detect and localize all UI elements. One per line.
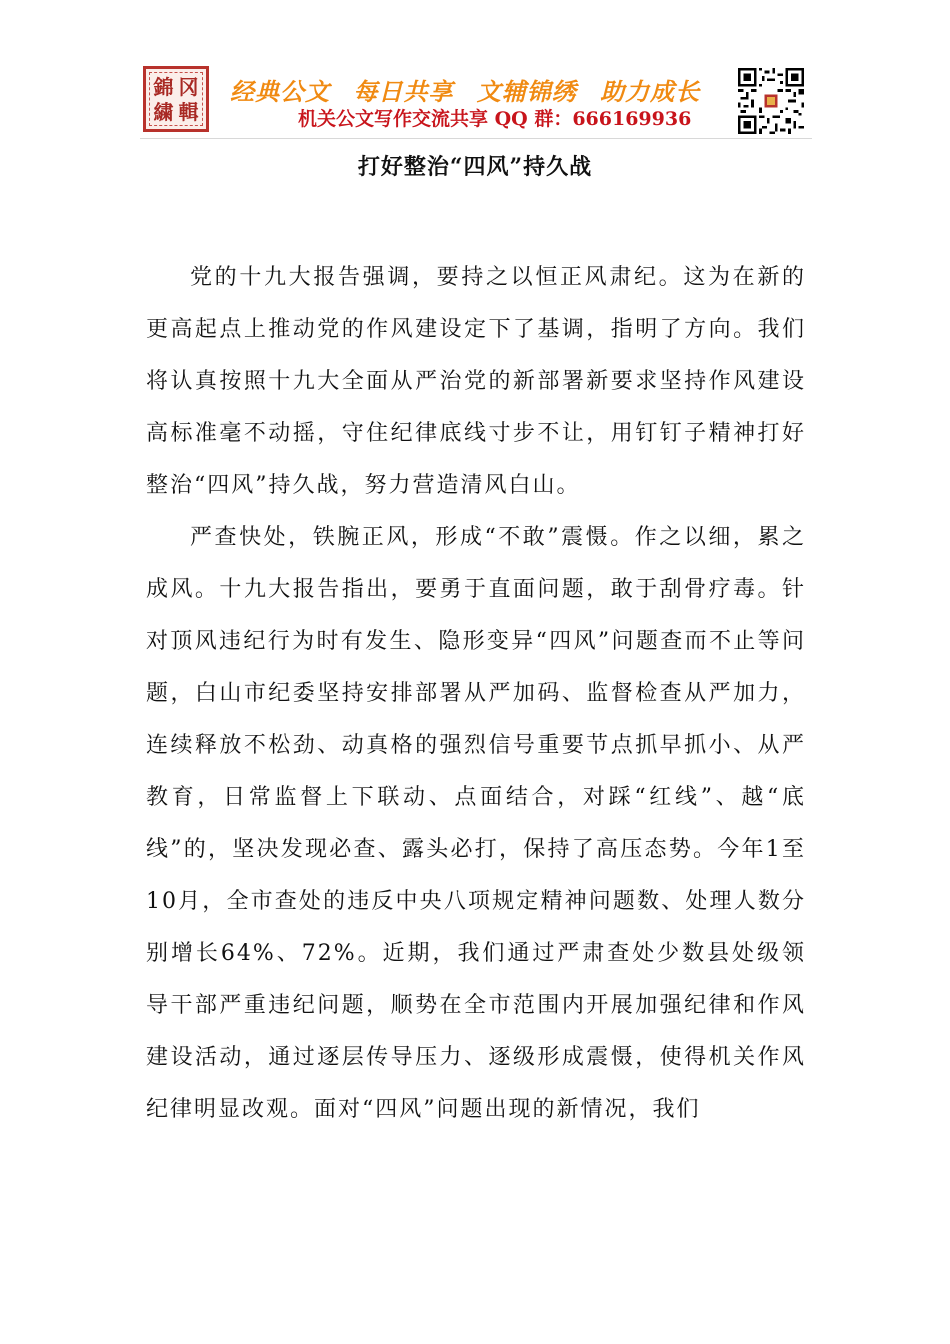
article-title: 打好整治“四风”持久战 <box>357 154 593 180</box>
slogan <box>230 72 730 107</box>
logo-char: 繍 <box>153 99 174 124</box>
logo-char: 冈 <box>178 74 199 99</box>
article-body <box>146 252 806 1136</box>
slogan-part: 助力成长 <box>600 78 701 106</box>
header-divider <box>140 138 812 139</box>
header-banner <box>140 66 812 136</box>
slogan-part: 每日共享 <box>353 78 454 106</box>
slogan-part: 经典公文 <box>230 78 330 106</box>
slogan-part: 文辅锦绣 <box>476 78 577 106</box>
logo-char: 錦 <box>153 74 174 99</box>
logo-seal <box>143 66 209 132</box>
logo-char: 輯 <box>178 99 199 124</box>
qq-group-line: 机关公文写作交流共享 QQ 群：666169936 <box>298 108 692 130</box>
paragraph: 严查快处，铁腕正风，形成“不敢”震慑。作之以细，累之成风。十九大报告指出，要勇于直面问题，敢于刮骨疗毒。针对顶风违纪行为时有发生、隐形变异“四风”问题查而不止等问题，白山市纪委坚持安排部署从严加码、监督检查从严加力，连续释放不松劲、动真格的强烈信号重要节点抓早抓小、从严教育，日常监督上下联动、点面结合，对踩“红线”、越“底线”的，坚决发现必查、露头必打，保持了高压态势。今年1至10月，全市查处的违反中央八项规定精神问题数、处理人数分别增长64%、72%。近期，我们通过严肃查处少数县处级领导干部严重违纪问题，顺势在全市范围内开展加强纪律和作风建设活动，通过逐层传导压力、逐级形成震慑，使得机关作风纪律明显改观。面对“四风”问题出现的新情况，我们 <box>146 525 806 1122</box>
paragraph: 党的十九大报告强调，要持之以恒正风肃纪。这为在新的更高起点上推动党的作风建设定下了基调，指明了方向。我们将认真按照十九大全面从严治党的新部署新要求坚持作风建设高标准毫不动摇，守住纪律底线寸步不让，用钉钉子精神打好整治“四风”持久战，努力营造清风白山。 <box>146 265 806 498</box>
qr-code-icon[interactable] <box>738 68 804 134</box>
